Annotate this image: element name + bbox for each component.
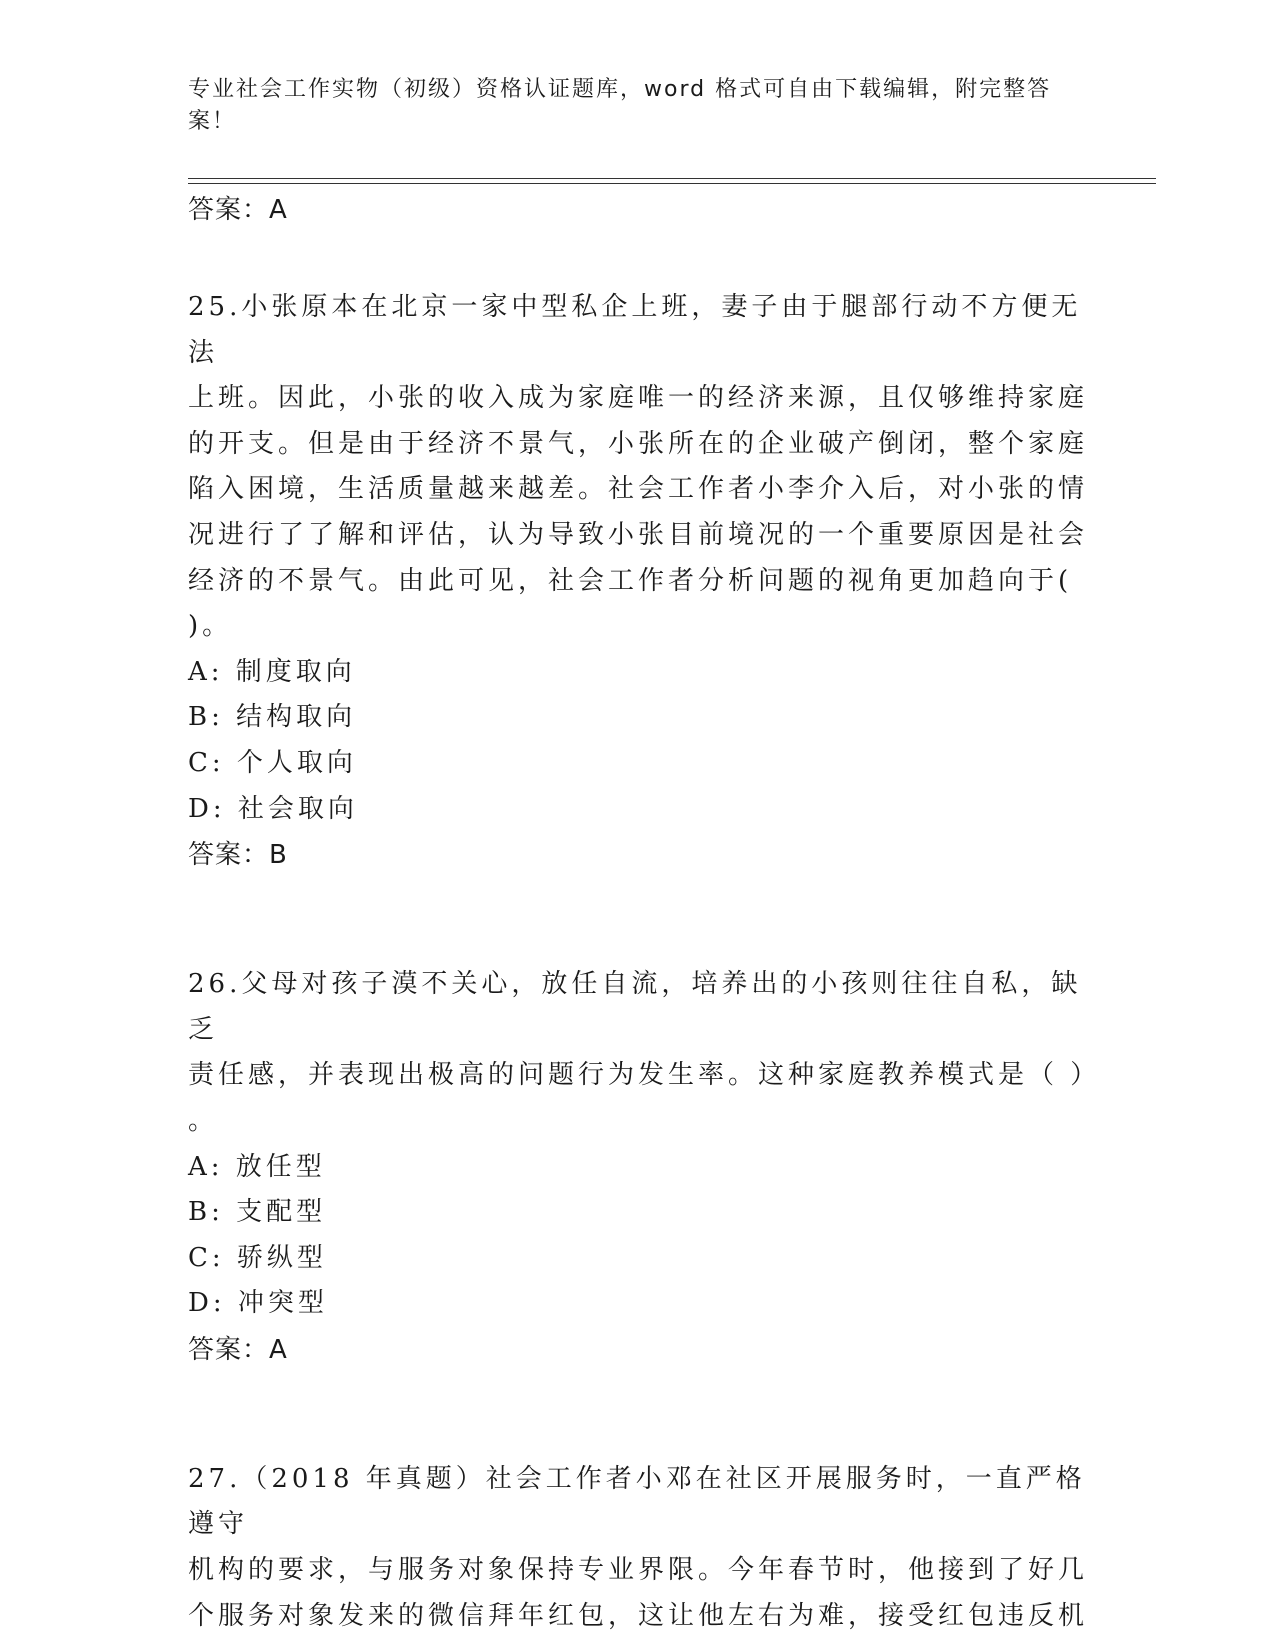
header-line-1: 专业社会工作实物（初级）资格认证题库，word 格式可自由下载编辑，附完整答 xyxy=(188,77,1052,102)
option-b: B: 支配型 xyxy=(188,1197,327,1228)
question-text-line: 27.（2018 年真题）社会工作者小邓在社区开展服务时，一直严格遵守 xyxy=(188,1463,1086,1540)
option-a: A: 放任型 xyxy=(188,1151,326,1182)
question-text-line: 责任感，并表现出极高的问题行为发生率。这种家庭教养模式是（ ） xyxy=(188,1060,1101,1091)
header-divider-top xyxy=(188,178,1156,179)
option-d: D: 冲突型 xyxy=(188,1288,328,1319)
header-divider-bottom xyxy=(188,183,1156,184)
question-block xyxy=(188,285,1088,878)
question-text-line: 上班。因此，小张的收入成为家庭唯一的经济来源，且仅够维持家庭 xyxy=(188,383,1089,414)
question-block xyxy=(188,1457,1088,1639)
document-body xyxy=(188,187,1101,1639)
answer-line: 答案：B xyxy=(188,840,288,871)
option-c: C: 个人取向 xyxy=(188,747,357,778)
question-text-line: 。 xyxy=(188,1105,219,1136)
question-text-line: 陷入困境，生活质量越来越差。社会工作者小李介入后，对小张的情 xyxy=(188,474,1089,505)
question-text-line: 经济的不景气。由此可见，社会工作者分析问题的视角更加趋向于( xyxy=(188,565,1073,596)
question-text-line: 的开支。但是由于经济不景气，小张所在的企业破产倒闭，整个家庭 xyxy=(188,428,1089,459)
question-text-line: 26.父母对孩子漠不关心，放任自流，培养出的小孩则往往自私，缺乏 xyxy=(188,969,1082,1045)
header-line-2: 案！ xyxy=(188,109,237,134)
option-a: A: 制度取向 xyxy=(188,656,356,687)
question-text-line: 25.小张原本在北京一家中型私企上班，妻子由于腿部行动不方便无法 xyxy=(188,292,1082,368)
answer-line: 答案：A xyxy=(188,195,288,225)
question-text-line: 况进行了了解和评估，认为导致小张目前境况的一个重要原因是社会 xyxy=(188,519,1089,550)
question-text-line: 机构的要求，与服务对象保持专业界限。今年春节时，他接到了好几 xyxy=(188,1555,1089,1586)
question-text-line: 个服务对象发来的微信拜年红包，这让他左右为难，接受红包违反机 xyxy=(188,1600,1089,1631)
option-b: B: 结构取向 xyxy=(188,702,357,733)
question-text-line: )。 xyxy=(188,611,233,642)
question-block xyxy=(188,962,1101,1373)
page-header xyxy=(188,74,1078,138)
option-d: D: 社会取向 xyxy=(188,793,358,824)
answer-line: 答案：A xyxy=(188,1334,288,1365)
option-c: C: 骄纵型 xyxy=(188,1242,327,1273)
